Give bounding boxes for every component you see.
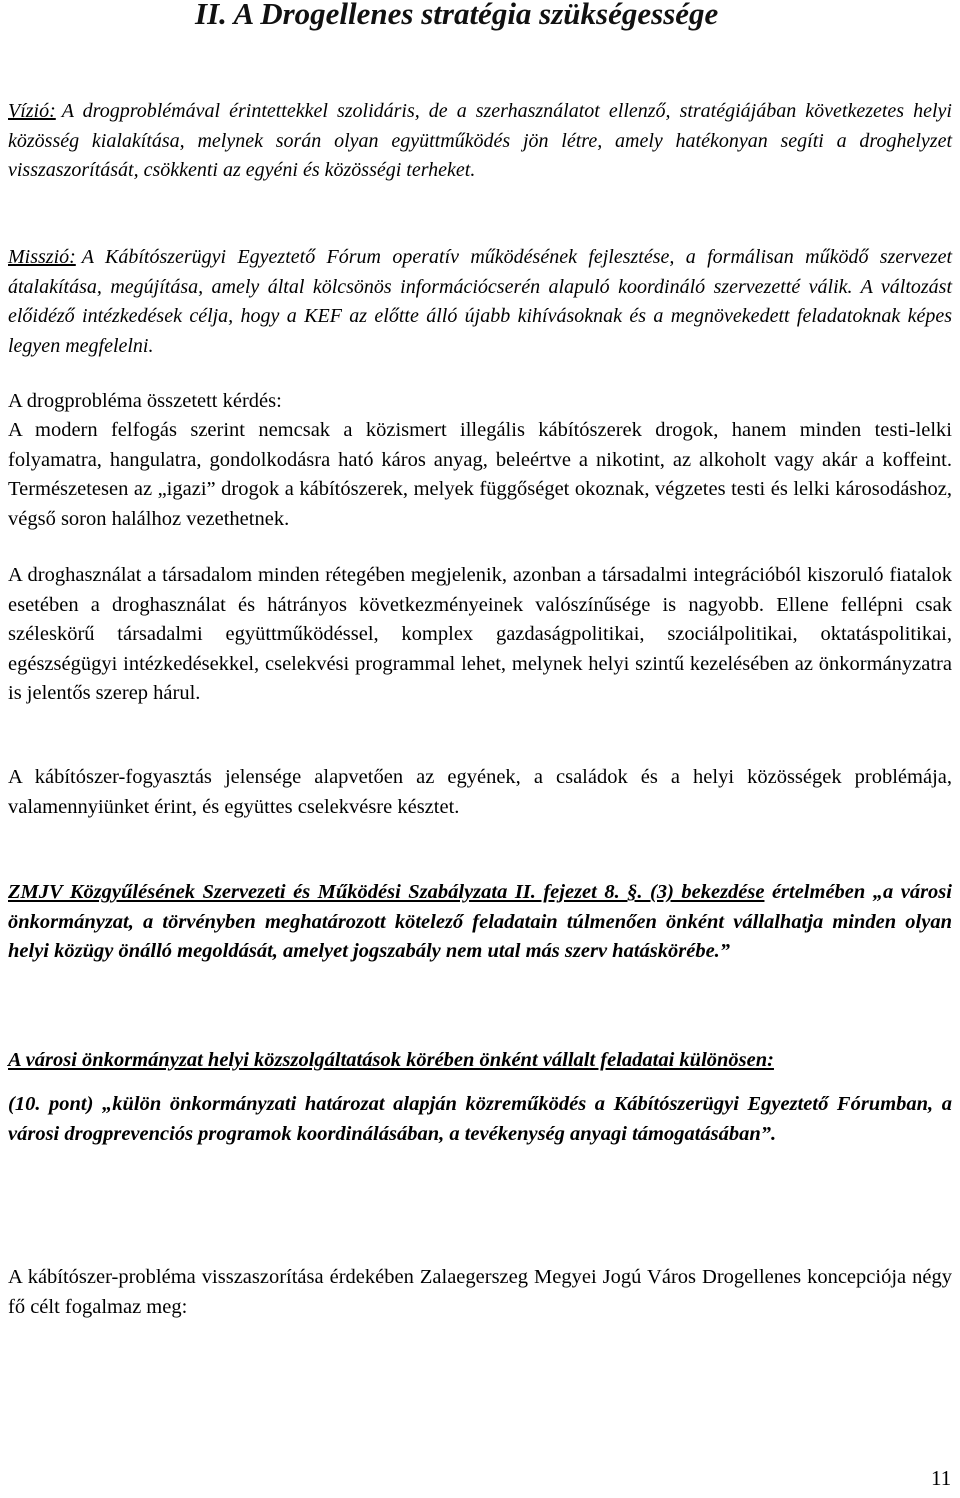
complex-issue-text: A modern felfogás szerint nemcsak a közismert illegális kábítószerek drogok, hanem minden testi-lelki folyamatra, hangulatra, gondolkodásra ható káros anyag, beleértve a nikotint, az alkoholt vagy akár a koffeint. Természetesen az „igazi” drogok a kábítószerek, melyek függőséget okoznak, végzetes testi és lelki károsodáshoz, végső soron halálhoz vezethetnek. — [8, 419, 952, 530]
voluntary-heading: A városi önkormányzat helyi közszolgáltatások körében önként vállalt feladatai különösen: — [8, 1049, 774, 1071]
society-paragraph: A droghasználat a társadalom minden rétegében megjelenik, azonban a társadalmi integrációból kiszoruló fiatalok esetében a droghasználat és hátrányos következményeinek valószínűsége is nagyobb. Ellene fellépni csak széleskörű társadalmi együttműködéssel, komplex gazdaságpolitikai, szociálpolitikai, oktatáspolitikai, egészségügyi intézkedésekkel, cselekvési programmal lehet, melynek helyi szintű kezelésében az önkormányzatra is jelentős szerep hárul. — [8, 564, 952, 704]
regulation-text: értelmében „a városi önkormányzat, a törvényben meghatározott kötelező feladatain túlmenően önként vállalhatja minden olyan helyi közügy önálló megoldását, amelyet jogszabály nem utal más szerv hatáskörébe.” — [8, 881, 952, 962]
mission-label: Misszió: — [8, 246, 76, 268]
voluntary-item: (10. pont) „külön önkormányzati határozat alapján közreműködés a Kábítószerügyi Egyeztető Fórumban, a városi drogprevenciós programok koordinálásában, a tevékenység anyagi támogatásában”. — [8, 1093, 952, 1145]
complex-issue-label: A drogprobléma összetett kérdés: — [8, 390, 282, 412]
regulation-reference: ZMJV Közgyűlésének Szervezeti és Működési Szabályzata II. fejezet 8. §. (3) bekezdése — [8, 881, 765, 903]
page-title: II. A Drogellenes stratégia szükségessége — [195, 0, 719, 31]
vision-label: Vízió: — [8, 100, 56, 122]
phenomenon-paragraph: A kábítószer-fogyasztás jelensége alapvetően az egyének, a családok és a helyi közösségek problémája, valamennyiünket érint, és együttes cselekvésre késztet. — [8, 766, 952, 818]
regulation-paragraph — [8, 878, 952, 967]
vision-paragraph — [8, 97, 952, 186]
page-number: 11 — [931, 1466, 952, 1490]
vision-text: A drogproblémával érintettekkel szolidáris, de a szerhasználatot ellenző, stratégiájában következetes helyi közösség kialakítása, melynek során olyan együttműködés jön létre, amely hatékonyan segíti a droghelyzet visszaszorítását, csökkenti az egyéni és közösségi terheket. — [8, 100, 952, 181]
mission-text: A Kábítószerügyi Egyeztető Fórum operatív működésének fejlesztése, a formálisan működő szervezet átalakítása, megújítása, amely által kölcsönös információcserén alapuló koordináló szervezetté válik. A változást előidéző intézkedések célja, hogy a KEF az előtte álló újabb kihívásoknak és a megnövekedett feladatoknak képes legyen megfelelni. — [8, 246, 952, 357]
mission-paragraph — [8, 243, 952, 361]
closing-paragraph: A kábítószer-probléma visszaszorítása érdekében Zalaegerszeg Megyei Jogú Város Drogellenes koncepciója négy fő célt fogalmaz meg: — [8, 1266, 952, 1318]
